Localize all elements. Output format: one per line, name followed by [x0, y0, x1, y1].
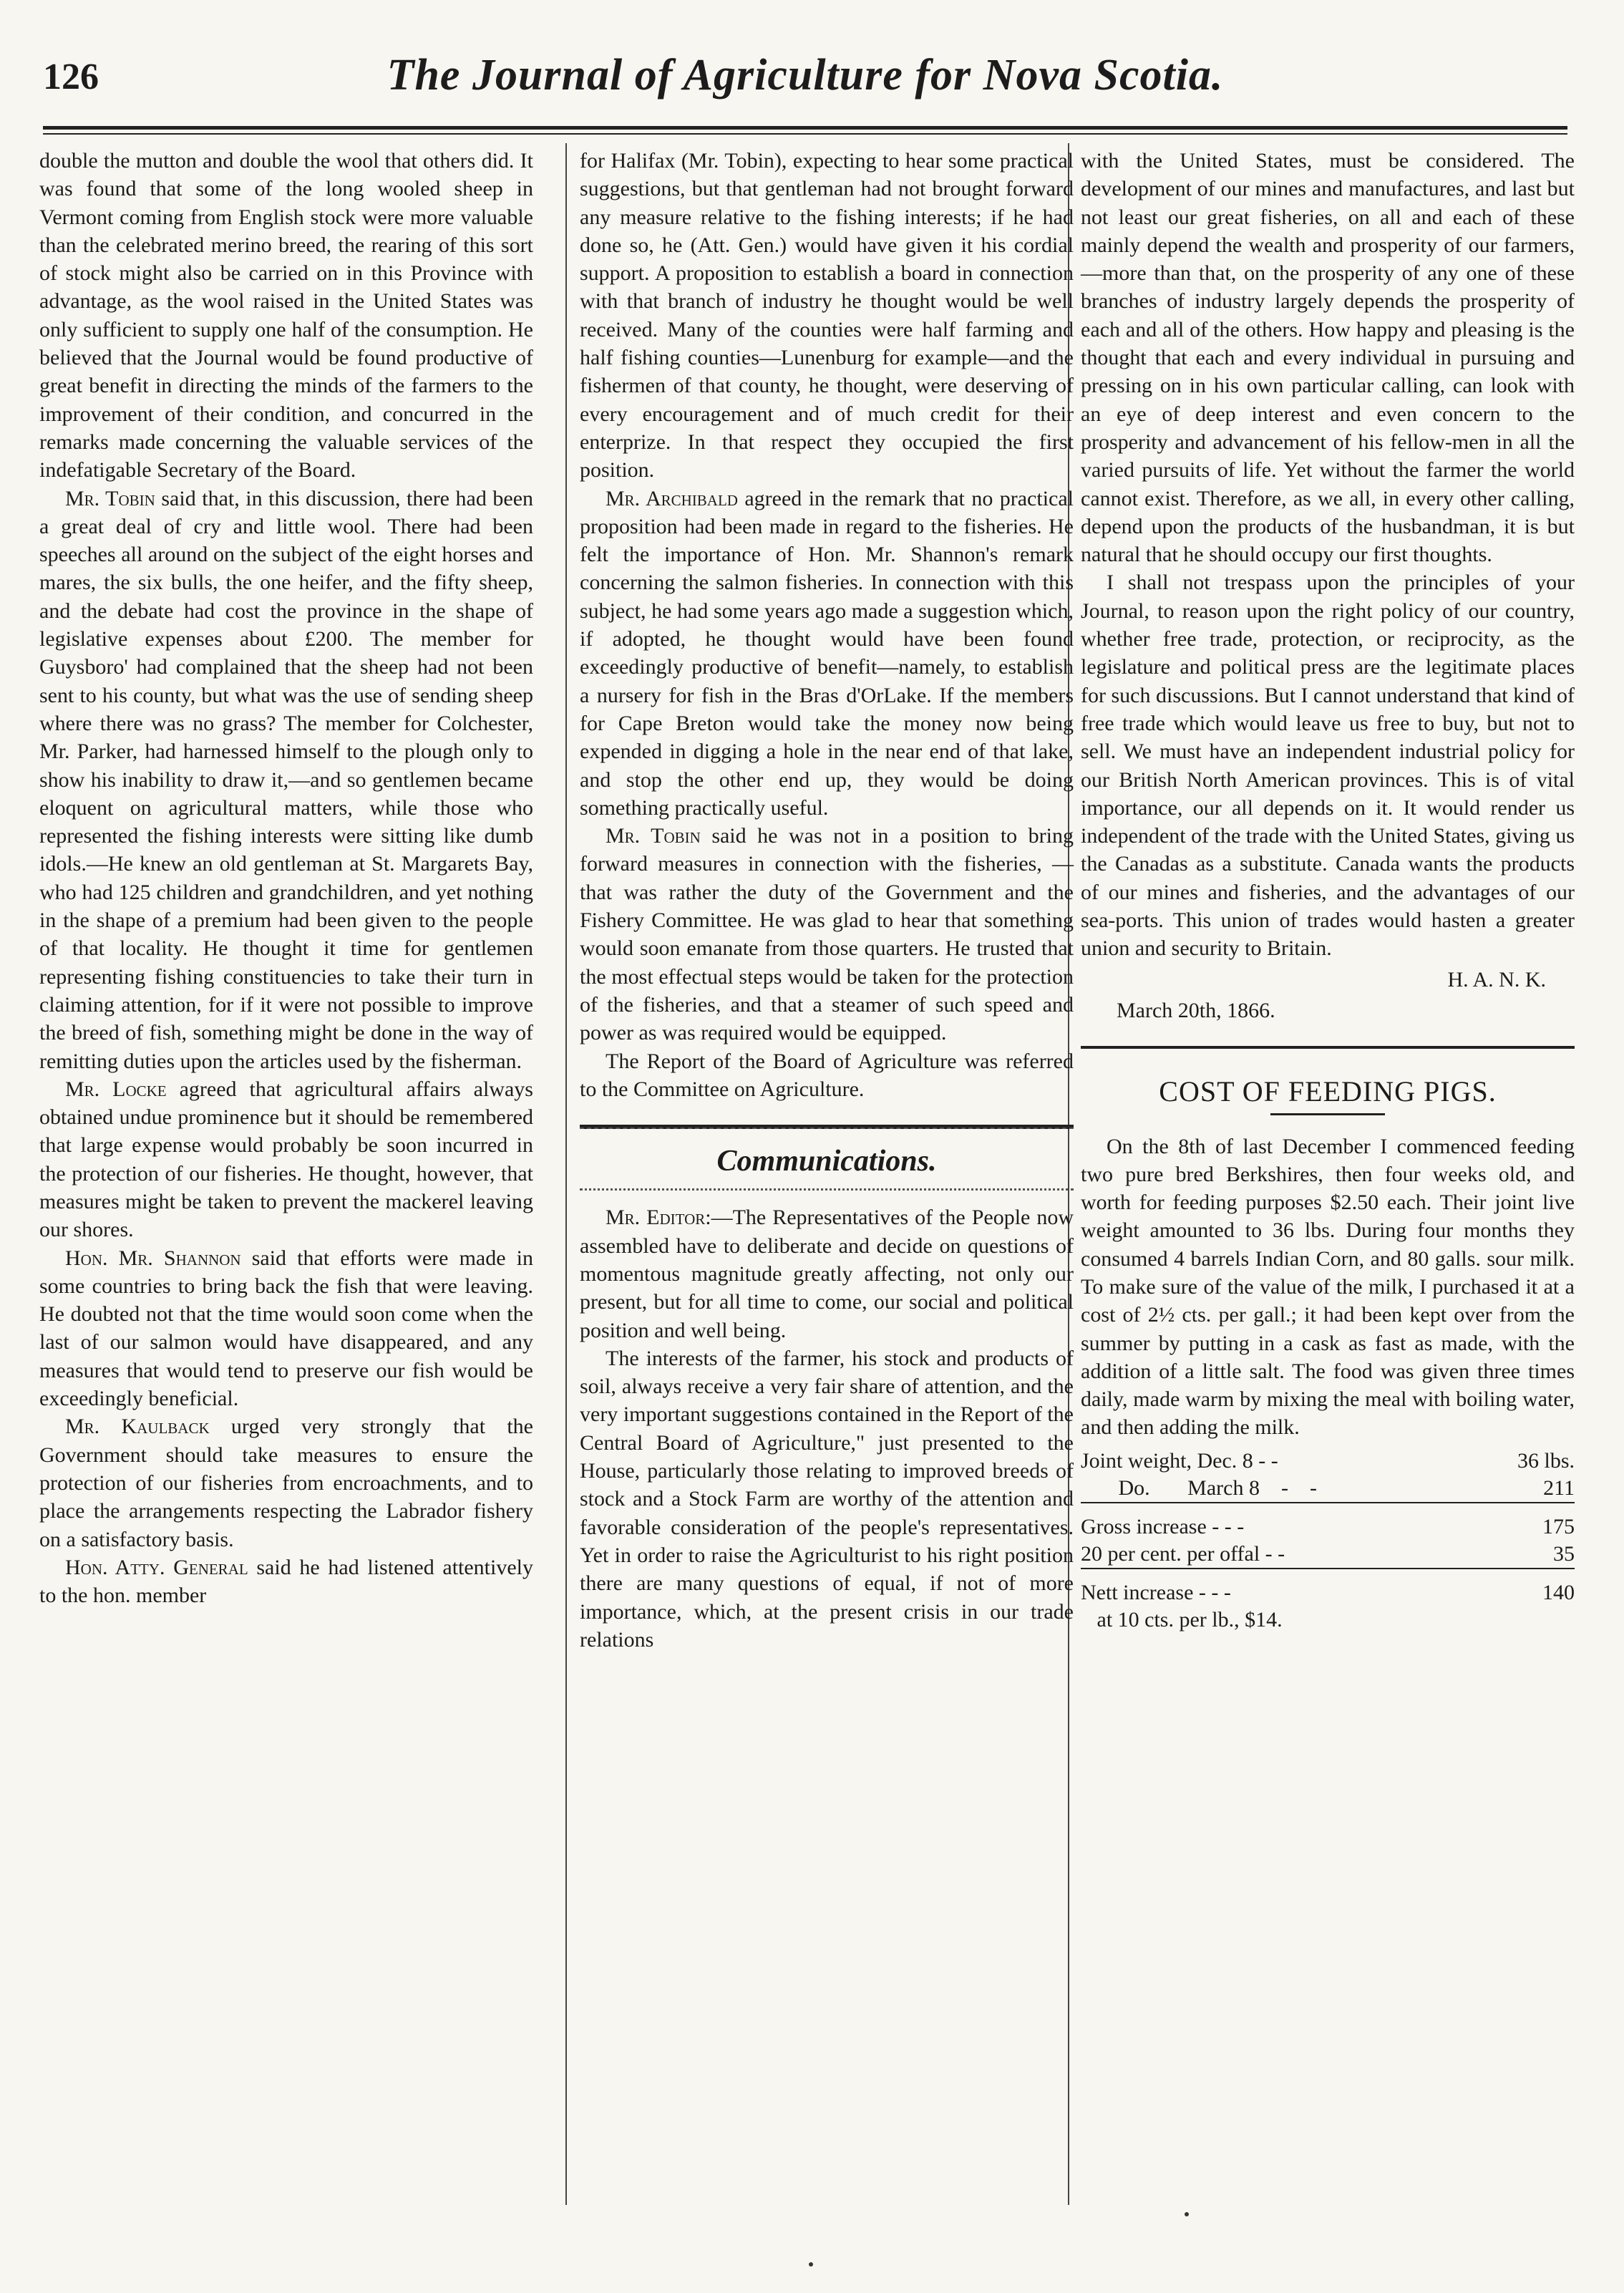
paragraph-text: said he had listened attentively to the hon. member: [39, 1555, 534, 1608]
table-row: [1081, 1448, 1575, 1475]
table-label: Do. March 8 - -: [1081, 1475, 1317, 1500]
speaker-name: Mr. Tobin: [606, 824, 701, 848]
paragraph: I shall not trespass upon the principles of your Journal, to reason upon the right policy of our country, whether free trade, protection, or reciprocity, as the legislature and political press are the legitimate places for such discussions. But I cannot understand that kind of free trade which would leave us free to buy, but not to sell. We must have an independent industrial policy for our British North American provinces. This is of vital importance, our all depends on it. It would render us independent of the trade with the United States, giving us the Canadas as a substitute. Canada wants the products of our mines and fisheries, and the advantages of our sea-ports. This union of trades would hasten a greater union and security to Britain.: [1081, 571, 1575, 961]
column-3: [1081, 147, 1575, 1634]
article-divider: [1081, 1046, 1575, 1049]
paragraph: [580, 1203, 1074, 1344]
paragraph: The Report of the Board of Agriculture was referred to the Committee on Agriculture.: [580, 1049, 1074, 1101]
paragraph: [39, 1075, 533, 1244]
column-2: [580, 147, 1074, 1654]
paragraph: [580, 485, 1074, 823]
table-row: [1081, 1475, 1575, 1503]
speaker-name: Mr. Tobin: [65, 486, 155, 510]
table-value: 175: [1496, 1503, 1575, 1541]
paragraph-text: urged very strongly that the Government should take measures to ensure the protection of our fisheries from encroachments, and to place the arrangements respecting the Labrador fishery on a satisfactory basis.: [39, 1415, 533, 1551]
article-title: COST OF FEEDING PIGS.: [1159, 1075, 1497, 1108]
speaker-name: Hon. Atty. General: [65, 1555, 248, 1579]
paragraph: double the mutton and double the wool that others did. It was found that some of the long wooled sheep in Vermont coming from English stock were more valuable than the celebrated merino breed, the rearing of this sort of stock might also be carried on in this Province with advantage, as the wool raised in the United States was only sufficient to supply one half of the consumption. He believed that the Journal would be found productive of great benefit in directing the minds of the farmers to the improvement of their condition, and concurred in the remarks made concerning the valuable services of the indefatigable Secretary of the Board.: [39, 149, 533, 483]
table-label: Nett increase - - -: [1081, 1569, 1496, 1606]
paragraph: [580, 822, 1074, 1047]
table-value: 211: [1543, 1475, 1575, 1500]
page-number: 126: [43, 57, 99, 97]
ornamental-rule: [580, 1183, 1074, 1191]
section-divider: [580, 1125, 1074, 1129]
paragraph: with the United States, must be considered. The development of our mines and manufactures, and last but not least our great fisheries, on all and each of these mainly depend the wealth and prosperity of our farmers,—more than that, on the prosperity of any one of these branches of industry largely depends the prosperity of each and all of the others. How happy and pleasing is the thought that each and every individual in pursuing and pressing on in his own particular calling, can look with an eye of deep interest and even concern to the prosperity and advancement of his fellow-men in all the varied pursuits of life. Yet without the farmer the world cannot exist. Therefore, as we all, in every other calling, depend upon the products of the husbandman, it is but natural that he should occupy our first thoughts.: [1081, 149, 1575, 567]
paragraph-text: :—The Representatives of the People now assembled have to deliberate and decide on questions of momentous magnitude greatly affecting, not only our present, but for all time to come, our social and political position and well being.: [580, 1206, 1074, 1342]
paragraph: On the 8th of last December I commenced feeding two pure bred Berkshires, then four weeks old, and worth for feeding purposes $2.50 each. Their joint live weight amounted to 36 lbs. During four months they consumed 4 barrels Indian Corn, and 80 galls. sour milk. To make sure of the value of the milk, I purchased it at a cost of 2½ cts. per gall.; it had been kept over from the summer by putting in a cask as fast as made, with the addition of a little salt. The food was given three times daily, made warm by mixing the meal with boiling water, and then adding the milk.: [1081, 1134, 1575, 1440]
table-row: [1081, 1569, 1575, 1606]
letter-date: March 20th, 1866.: [1117, 998, 1275, 1022]
table-value: 140: [1496, 1569, 1575, 1606]
paragraph: [39, 1244, 533, 1413]
salutation: Mr. Editor: [606, 1206, 706, 1230]
paragraph-text: agreed in the remark that no practical proposition had been made in regard to the fisheries. He felt the importance of Hon. Mr. Shannon's remark concerning the salmon fisheries. In connection with this subject, he had some years ago made a suggestion which, if adopted, he thought would have been found exceedingly productive of benefit—namely, to establish a nursery for fish in the Bras d'OrLake. If the members for Cape Breton would take the money now being expended in digging a hole in the near end of that lake, and stop the other end up, they would be doing something practically useful.: [580, 486, 1074, 820]
section-heading: Communications.: [716, 1145, 937, 1178]
table-row: [1081, 1606, 1575, 1634]
table-value: 36 lbs.: [1517, 1448, 1575, 1473]
page-header: [43, 43, 1567, 122]
speaker-name: Mr. Locke: [65, 1077, 167, 1101]
paragraph-text: agreed that agricultural affairs always obtained undue prominence but it should be remembered that large expense would probably be soon incurred in the protection of our fisheries. He thought, however, that measures might be taken to prevent the mackerel leaving our shores.: [39, 1077, 533, 1242]
print-speck: [1185, 2212, 1189, 2216]
paragraph-text: said that efforts were made in some countries to bring back the fish that were leaving. He doubted not that the time would soon come when the last of our salmon would have disappeared, and any measures that would tend to preserve our fish would be exceedingly beneficial.: [39, 1246, 533, 1411]
paragraph: [39, 1553, 533, 1610]
table-value: [1496, 1606, 1575, 1634]
paragraph-text: said that, in this discussion, there had been a great deal of cry and little wool. There had been speeches all around on the subject of the eight horses and mares, the six bulls, the one heifer, and the fifty sheep, and the debate had cost the province in the shape of legislative expenses about £200. The member for Guysboro' had complained that the sheep had not been sent to his county, but what was the use of sending sheep where there was no grass? The member for Colchester, Mr. Parker, had harnessed himself to the plough only to show his inability to draw it,—and so gentlemen became eloquent on agricultural matters, while those who represented the fishing interests were sitting like dumb idols.—He knew an old gentleman at St. Margarets Bay, who had 125 children and grandchildren, and yet nothing in the shape of a premium had been given to the people of that locality. He thought it time for gentlemen representing fishing constituencies to take their turn in claiming attention, for if it were not possible to improve the breed of fish, something might be done in the way of remitting duties upon the articles used by the fisherman.: [39, 486, 534, 1073]
signature: H. A. N. K.: [1447, 967, 1546, 992]
speaker-name: Hon. Mr. Shannon: [65, 1246, 241, 1270]
paragraph: The interests of the farmer, his stock and products of soil, always receive a very fair share of attention, and the very important suggestions contained in the Report of the Central Board of Agriculture," just presented to the House, particularly those relating to improved breeds of stock and a Stock Farm are worthy of the attention and favorable consideration of the people's representatives. Yet in order to raise the Agriculturist to his right position there are many questions of equal, if not of more importance, which, at the present crisis in our trade relations: [580, 1346, 1074, 1652]
column-1: [39, 147, 533, 1609]
column-divider-1: [565, 143, 567, 2205]
table-label: Joint weight, Dec. 8 - -: [1081, 1448, 1278, 1473]
table-value: 35: [1553, 1541, 1575, 1566]
paragraph: [39, 485, 533, 1075]
running-title: The Journal of Agriculture for Nova Scotia.: [386, 51, 1224, 100]
table-label: Gross increase - - -: [1081, 1503, 1496, 1541]
table-row: [1081, 1541, 1575, 1569]
paragraph-text: said he was not in a position to bring forward measures in connection with the fisheries, — that was rather the duty of the Government and the Fishery Committee. He was glad to hear that something would soon emanate from those quarters. He trusted that the most effectual steps would be taken for the protection of the fisheries, and that a steamer of such speed and power as was required would be equipped.: [580, 824, 1074, 1045]
table-row: [1081, 1503, 1575, 1541]
paragraph: for Halifax (Mr. Tobin), expecting to hear some practical suggestions, but that gentleman had not brought forward any measure relative to the fishing interests; if he had done so, he (Att. Gen.) would have given it his cordial support. A proposition to establish a board in connection with that branch of industry he thought would be well received. Many of the counties were half farming and half fishing counties—Lunenburg for example—and the fishermen of that county, he thought, were deserving of every encouragement and of much credit for their enterprize. In that respect they occupied the first position.: [580, 149, 1074, 483]
header-rule-thick: [43, 126, 1567, 130]
table-label: 20 per cent. per offal - -: [1081, 1541, 1285, 1566]
speaker-name: Mr. Kaulback: [65, 1415, 210, 1439]
title-rule: [1270, 1113, 1385, 1115]
speaker-name: Mr. Archibald: [606, 486, 738, 510]
print-speck: [809, 2262, 813, 2267]
weight-table: [1081, 1448, 1575, 1634]
header-rule-thin: [43, 133, 1567, 135]
paragraph: [39, 1412, 533, 1553]
table-label: at 10 cts. per lb., $14.: [1081, 1607, 1283, 1632]
